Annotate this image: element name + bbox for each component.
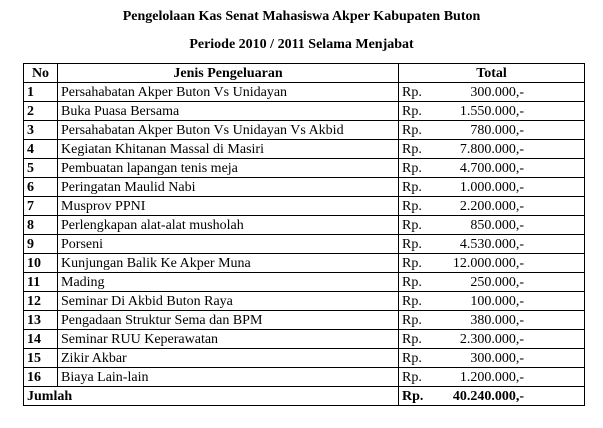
table-header-row: [24, 64, 585, 83]
expense-amount-cell: [399, 178, 585, 197]
table-row: [24, 330, 585, 349]
table-row: [24, 83, 585, 102]
currency-label: Rp.: [402, 293, 422, 309]
row-number: 2: [24, 102, 58, 121]
column-header-no: No: [24, 64, 58, 83]
report-period: Periode 2010 / 2011 Selama Menjabat: [189, 37, 414, 52]
expense-name: Biaya Lain-lain: [58, 368, 399, 387]
table-row: [24, 273, 585, 292]
table-row: [24, 311, 585, 330]
expense-amount: 2.200.000,-: [459, 198, 524, 214]
expense-name: Pengadaan Struktur Sema dan BPM: [58, 311, 399, 330]
total-amount-cell: [399, 387, 585, 406]
table-row: [24, 216, 585, 235]
expense-amount: 2.300.000,-: [459, 331, 524, 347]
expense-amount: 780.000,-: [470, 122, 524, 138]
currency-label: Rp.: [402, 217, 422, 233]
table-row: [24, 178, 585, 197]
expense-name: Buka Puasa Bersama: [58, 102, 399, 121]
expense-amount: 1.550.000,-: [459, 103, 524, 119]
expense-name: Zikir Akbar: [58, 349, 399, 368]
table-row: [24, 368, 585, 387]
row-number: 10: [24, 254, 58, 273]
expense-amount: 380.000,-: [470, 312, 524, 328]
expense-amount-cell: [399, 349, 585, 368]
expense-amount: 1.200.000,-: [459, 369, 524, 385]
row-number: 11: [24, 273, 58, 292]
column-header-total: Total: [399, 64, 585, 83]
currency-label: Rp.: [402, 350, 422, 366]
expense-name: Peringatan Maulid Nabi: [58, 178, 399, 197]
expense-amount-cell: [399, 216, 585, 235]
table-row: [24, 102, 585, 121]
expense-amount: 850.000,-: [470, 217, 524, 233]
currency-label: Rp.: [402, 236, 422, 252]
expense-amount-cell: [399, 140, 585, 159]
expense-amount-cell: [399, 235, 585, 254]
row-number: 4: [24, 140, 58, 159]
expense-name: Pembuatan lapangan tenis meja: [58, 159, 399, 178]
expense-amount-cell: [399, 102, 585, 121]
table-row: [24, 197, 585, 216]
currency-label: Rp.: [402, 388, 424, 404]
row-number: 3: [24, 121, 58, 140]
expense-amount-cell: [399, 311, 585, 330]
expense-amount: 4.530.000,-: [459, 236, 524, 252]
expense-name: Mading: [58, 273, 399, 292]
currency-label: Rp.: [402, 179, 422, 195]
row-number: 12: [24, 292, 58, 311]
expense-amount: 4.700.000,-: [459, 160, 524, 176]
expense-amount: 250.000,-: [470, 274, 524, 290]
row-number: 7: [24, 197, 58, 216]
expense-name: Kegiatan Khitanan Massal di Masiri: [58, 140, 399, 159]
table-row: [24, 140, 585, 159]
table-row: [24, 349, 585, 368]
expense-amount: 1.000.000,-: [459, 179, 524, 195]
expense-name: Seminar RUU Keperawatan: [58, 330, 399, 349]
report-title: Pengelolaan Kas Senat Mahasiswa Akper Kabupaten Buton: [122, 9, 481, 24]
expense-name: Kunjungan Balik Ke Akper Muna: [58, 254, 399, 273]
currency-label: Rp.: [402, 255, 422, 271]
expense-amount-cell: [399, 197, 585, 216]
expense-name: Persahabatan Akper Buton Vs Unidayan: [58, 83, 399, 102]
expense-amount: 100.000,-: [470, 293, 524, 309]
expense-amount-cell: [399, 368, 585, 387]
row-number: 13: [24, 311, 58, 330]
total-label: Jumlah: [24, 387, 399, 406]
currency-label: Rp.: [402, 122, 422, 138]
row-number: 8: [24, 216, 58, 235]
currency-label: Rp.: [402, 274, 422, 290]
expense-amount-cell: [399, 83, 585, 102]
currency-label: Rp.: [402, 369, 422, 385]
expense-amount-cell: [399, 292, 585, 311]
row-number: 14: [24, 330, 58, 349]
row-number: 15: [24, 349, 58, 368]
table-row: [24, 292, 585, 311]
row-number: 16: [24, 368, 58, 387]
row-number: 5: [24, 159, 58, 178]
table-row: [24, 121, 585, 140]
expense-name: Musprov PPNI: [58, 197, 399, 216]
expense-amount: 300.000,-: [470, 84, 524, 100]
currency-label: Rp.: [402, 198, 422, 214]
expense-name: Persahabatan Akper Buton Vs Unidayan Vs Akbid: [58, 121, 399, 140]
expense-amount-cell: [399, 254, 585, 273]
total-row: [24, 387, 585, 406]
expense-table: [23, 63, 585, 406]
row-number: 9: [24, 235, 58, 254]
expense-amount: 300.000,-: [470, 350, 524, 366]
currency-label: Rp.: [402, 160, 422, 176]
table-row: [24, 254, 585, 273]
column-header-expense-type: Jenis Pengeluaran: [58, 64, 399, 83]
expense-name: Seminar Di Akbid Buton Raya: [58, 292, 399, 311]
expense-name: Porseni: [58, 235, 399, 254]
expense-amount-cell: [399, 121, 585, 140]
expense-amount: 12.000.000,-: [452, 255, 524, 271]
expense-amount-cell: [399, 330, 585, 349]
row-number: 6: [24, 178, 58, 197]
table-row: [24, 235, 585, 254]
currency-label: Rp.: [402, 141, 422, 157]
currency-label: Rp.: [402, 103, 422, 119]
total-amount: 40.240.000,-: [452, 388, 524, 404]
currency-label: Rp.: [402, 331, 422, 347]
expense-amount: 7.800.000,-: [459, 141, 524, 157]
row-number: 1: [24, 83, 58, 102]
currency-label: Rp.: [402, 312, 422, 328]
expense-name: Perlengkapan alat-alat musholah: [58, 216, 399, 235]
table-row: [24, 159, 585, 178]
expense-amount-cell: [399, 273, 585, 292]
currency-label: Rp.: [402, 84, 422, 100]
expense-amount-cell: [399, 159, 585, 178]
